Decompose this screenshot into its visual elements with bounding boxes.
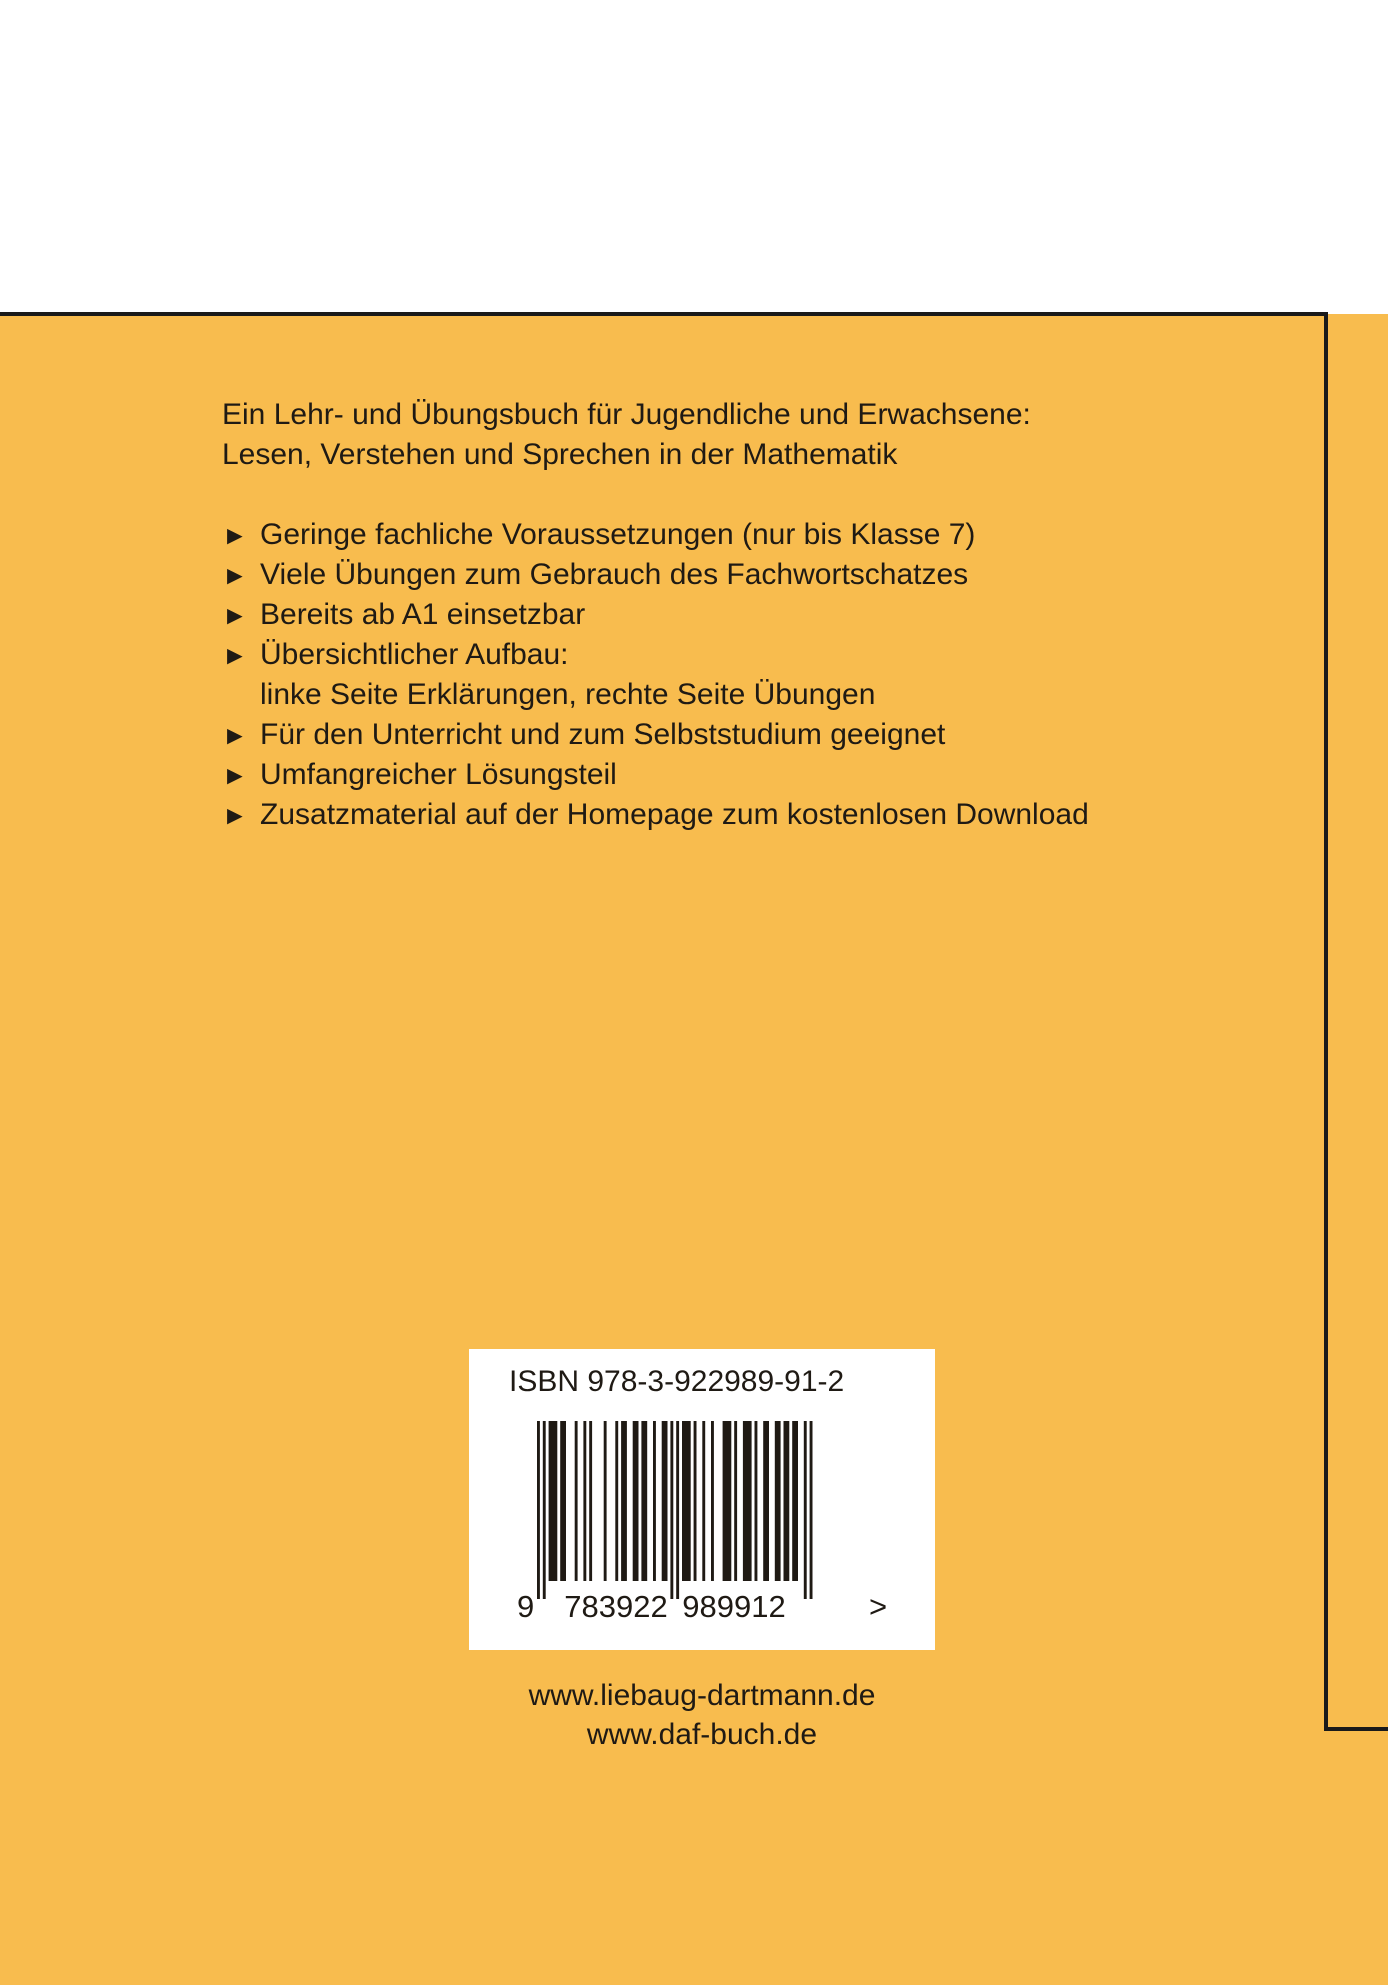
barcode-guard-bar xyxy=(810,1421,813,1599)
barcode-bar xyxy=(589,1421,592,1581)
barcode-bar xyxy=(583,1421,586,1581)
barcode-bar xyxy=(694,1421,697,1581)
barcode-bar xyxy=(633,1421,639,1581)
feature-item xyxy=(222,595,1302,635)
barcode-guard-bar xyxy=(804,1421,807,1599)
feature-item xyxy=(222,795,1302,835)
barcode-bar xyxy=(711,1421,714,1581)
barcode-left-group: 783922 xyxy=(564,1589,668,1624)
barcode-bar xyxy=(615,1421,618,1581)
barcode-guard-bar xyxy=(537,1421,540,1599)
website-link[interactable]: www.liebaug-dartmann.de xyxy=(528,1679,876,1712)
frame-line-right xyxy=(1324,312,1328,1731)
triangle-bullet-icon: ► xyxy=(222,640,248,670)
isbn-barcode-box xyxy=(469,1349,935,1650)
ean13-barcode xyxy=(509,1413,909,1633)
barcode-guard-bar xyxy=(670,1421,673,1599)
feature-text: Geringe fachliche Voraussetzungen (nur bis Klasse 7) xyxy=(260,518,976,551)
website-link[interactable]: www.daf-buch.de xyxy=(586,1718,818,1751)
feature-text: Umfangreicher Lösungsteil xyxy=(260,758,617,791)
barcode-guard-bar xyxy=(543,1421,546,1599)
barcode-right-group: 989912 xyxy=(682,1589,786,1624)
feature-continuation: linke Seite Erklärungen, rechte Seite Übungen xyxy=(260,678,876,711)
feature-text: Übersichtlicher Aufbau: xyxy=(260,638,569,671)
barcode-bar xyxy=(641,1421,647,1581)
barcode-bar xyxy=(549,1421,558,1581)
frame-line-bottom xyxy=(1324,1727,1388,1731)
barcode-guard-bar xyxy=(676,1421,679,1599)
barcode-quiet-zone-marker: > xyxy=(869,1589,888,1624)
triangle-bullet-icon: ► xyxy=(222,760,248,790)
barcode-bar xyxy=(662,1421,668,1581)
barcode-bar xyxy=(653,1421,656,1581)
barcode-bar xyxy=(723,1421,732,1581)
feature-item xyxy=(222,515,1302,555)
intro xyxy=(222,395,1302,475)
triangle-bullet-icon: ► xyxy=(222,520,248,550)
feature-item xyxy=(222,715,1302,755)
barcode-bar xyxy=(560,1421,566,1581)
barcode-bar xyxy=(755,1421,758,1581)
intro-line-2: Lesen, Verstehen und Sprechen in der Mathematik xyxy=(222,438,898,471)
feature-item xyxy=(222,555,1302,595)
barcode-bar xyxy=(763,1421,769,1581)
website-block xyxy=(469,1676,935,1754)
barcode-bar xyxy=(792,1421,798,1581)
feature-list xyxy=(222,515,1302,835)
triangle-bullet-icon: ► xyxy=(222,720,248,750)
barcode-bar xyxy=(621,1421,627,1581)
feature-item xyxy=(222,635,1302,715)
barcode-bar xyxy=(702,1421,705,1581)
intro-line-1: Ein Lehr- und Übungsbuch für Jugendliche und Erwachsene: xyxy=(222,398,1031,431)
barcode-bar xyxy=(784,1421,790,1581)
barcode-first-digit: 9 xyxy=(517,1589,535,1624)
barcode-bar xyxy=(682,1421,691,1581)
barcode-bar xyxy=(734,1421,737,1581)
feature-text: Zusatzmaterial auf der Homepage zum kostenlosen Download xyxy=(260,798,1089,831)
frame-line-top xyxy=(0,312,1328,316)
isbn-label: ISBN 978-3-922989-91-2 xyxy=(509,1365,845,1398)
barcode-bars xyxy=(537,1421,813,1599)
barcode-bar xyxy=(575,1421,578,1581)
triangle-bullet-icon: ► xyxy=(222,560,248,590)
triangle-bullet-icon: ► xyxy=(222,600,248,630)
barcode-bar xyxy=(743,1421,752,1581)
description-block xyxy=(222,395,1302,835)
feature-text: Bereits ab A1 einsetzbar xyxy=(260,598,586,631)
feature-text: Für den Unterricht und zum Selbststudium geeignet xyxy=(260,718,946,751)
barcode-bar xyxy=(775,1421,781,1581)
feature-item xyxy=(222,755,1302,795)
barcode-bar xyxy=(604,1421,607,1581)
feature-text: Viele Übungen zum Gebrauch des Fachwortschatzes xyxy=(260,558,969,591)
triangle-bullet-icon: ► xyxy=(222,800,248,830)
feature-text-group xyxy=(260,635,875,715)
